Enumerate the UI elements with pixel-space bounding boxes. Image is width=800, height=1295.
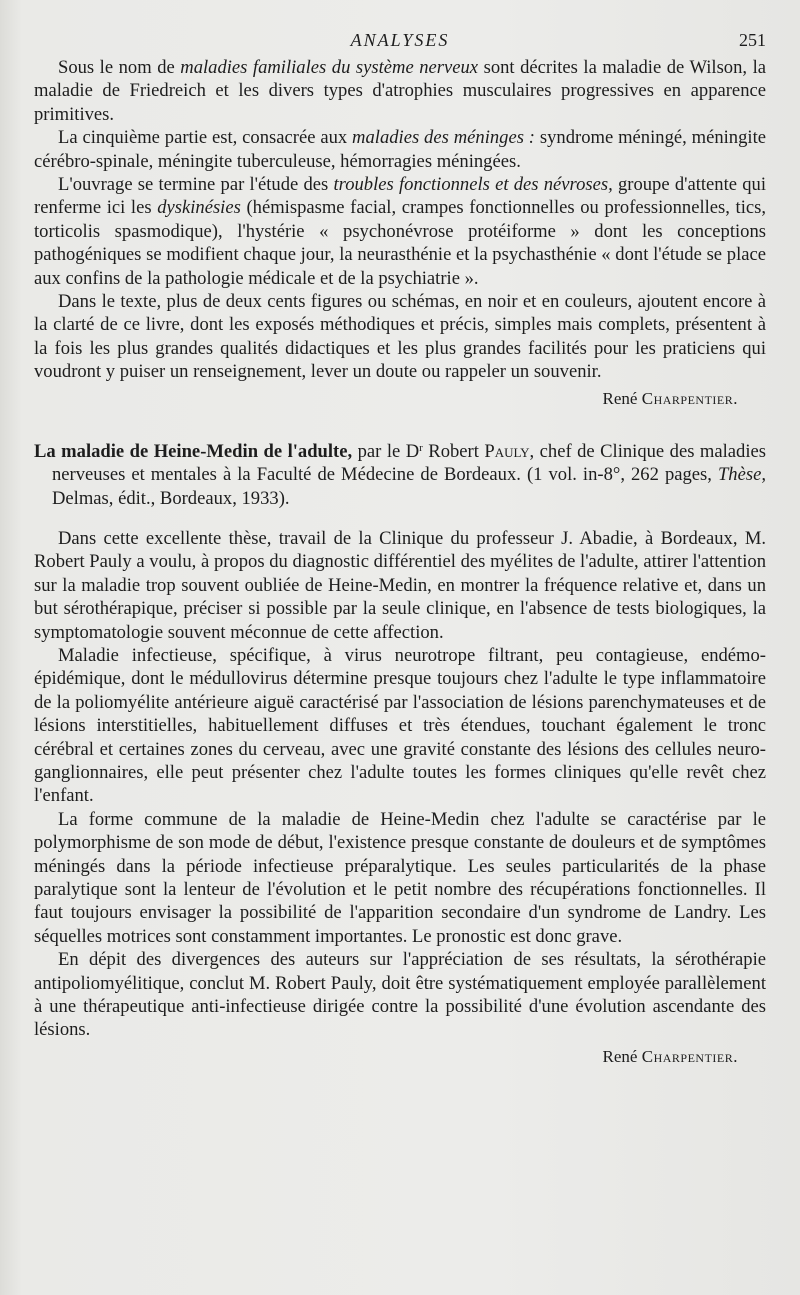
signature-first-name: René: [602, 1046, 642, 1066]
text-run: Delmas, édit., Bordeaux, 1933).: [52, 487, 290, 509]
signature-last-name: Charpentier.: [641, 388, 738, 408]
review1-paragraph-1: [34, 56, 766, 126]
italic-text: dyskinésies: [157, 197, 241, 219]
page-number: 251: [739, 30, 766, 50]
text-run: syndrome méningé, méningite cérébro-spinale, méningite tuberculeuse, hémorragies méningées.: [34, 127, 766, 172]
running-title: ANALYSES: [350, 30, 450, 50]
review1-paragraph-3: [34, 173, 766, 290]
page-header: [34, 30, 766, 56]
signature-last-name: Charpentier.: [641, 1046, 738, 1066]
review2-paragraph-1: Dans cette excellente thèse, travail de la Clinique du professeur J. Abadie, à Bordeaux, M. Robert Pauly a voulu, à propos du diagnostic différentiel des myélites de l'adulte, attirer l'attention sur la maladie trop souvent oubliée de Heine-Medin, en montrer la fréquence relative et, dans un but sérothérapique, préciser si possible par la seule clinique, en l'absence de tests biologiques, la symptomatologie souvent méconnue de cette affection.: [34, 527, 766, 643]
text-run: sont décrites la maladie de Wilson, la maladie de Friedreich et les divers types d'atrophies musculaires progressives en apparence primitives.: [34, 57, 766, 125]
review2-paragraph-4: En dépit des divergences des auteurs sur l'appréciation de ses résultats, la sérothérapie antipoliomyélitique, conclut M. Robert Pauly, doit être systématiquement employée parallèlement à une thérapeutique anti-infectieuse dirigée contre la possibilité d'une évolution ascendante des lésions.: [34, 949, 766, 1041]
spacer: [34, 510, 766, 527]
book-title: La maladie de Heine-Medin de l'adulte,: [34, 440, 353, 462]
text-run: par le D: [352, 440, 420, 462]
italic-text: troubles fonctionnels et des névroses,: [333, 174, 613, 196]
review1-paragraph-4: Dans le texte, plus de deux cents figures ou schémas, en noir et en couleurs, ajoutent encore à la clarté de ce livre, dont les exposés méthodiques et précis, simples mais complets, présentent à la fois les plus grandes qualités didactiques et les plus grandes facilités pour les praticiens qui voudront y puiser un renseignement, lever un doute ou rappeler un souvenir.: [34, 291, 766, 383]
italic-text: maladies familiales du système nerveux: [180, 57, 479, 78]
text-run: (hémispasme facial, crampes fonctionnelles ou professionnelles, tics, torticolis spasmodique), l'hystérie « psychonévrose protéiforme » dont les conceptions pathogéniques se modifient chaque jour, la neurasthénie et la psychasthénie « dont l'étude se place aux confins de la pathologie médicale et de la psychiatrie ».: [34, 197, 767, 289]
review2-paragraph-3: La forme commune de la maladie de Heine-Medin chez l'adulte se caractérise par le polymorphisme de son mode de début, l'existence presque constante de douleurs et de symptômes méningés dans la période infectieuse préparalytique. Les seules particularités de la phase paralytique sont la lenteur de l'évolution et le petit nombre des récupérations fonctionnelles. Il faut toujours envisager la possibilité de l'apparition secondaire d'un syndrome de Landry. Les séquelles motrices sont constamment importantes. Le pronostic est donc grave.: [34, 808, 766, 947]
text-run: L'ouvrage se termine par l'étude des: [58, 174, 334, 196]
italic-text: Thèse,: [717, 464, 766, 486]
text-run: Sous le nom de: [58, 57, 181, 78]
review1-signature: [34, 387, 766, 410]
text-run: La cinquième partie est, consacrée aux: [58, 127, 353, 149]
review-body: [34, 56, 766, 1068]
italic-text: maladies des méninges :: [352, 127, 536, 149]
author-last-name: Pauly,: [484, 440, 535, 462]
author-first-name: Robert: [422, 440, 485, 462]
review2-heading: [34, 437, 766, 510]
review2-signature: [34, 1045, 766, 1068]
text-run: chef de Clinique des maladies nerveuses et mentales à la Faculté de Médecine de Bordeaux. (1 vol. in-8°, 262 pages,: [52, 440, 767, 486]
review2-paragraph-2: Maladie infectieuse, spécifique, à virus neurotrope filtrant, peu contagieuse, endémo-épidémique, dont le médullovirus détermine presque toujours chez l'adulte le type inflammatoire de la poliomyélite antérieure aiguë caractérisé par l'association de lésions parenchymateuses et de lésions interstitielles, habituellement diffuses et très étendues, touchant également le tronc cérébral et certaines zones du cerveau, avec une gravité constante des lésions des cellules neuro-ganglionnaires, elle peut présenter chez l'adulte toutes les formes cliniques qu'elle revêt chez l'enfant.: [34, 644, 766, 807]
text-run: groupe d'attente qui renferme ici les: [34, 174, 766, 219]
review1-paragraph-2: [34, 126, 766, 173]
superscript: r: [419, 441, 423, 454]
signature-first-name: René: [602, 388, 642, 408]
